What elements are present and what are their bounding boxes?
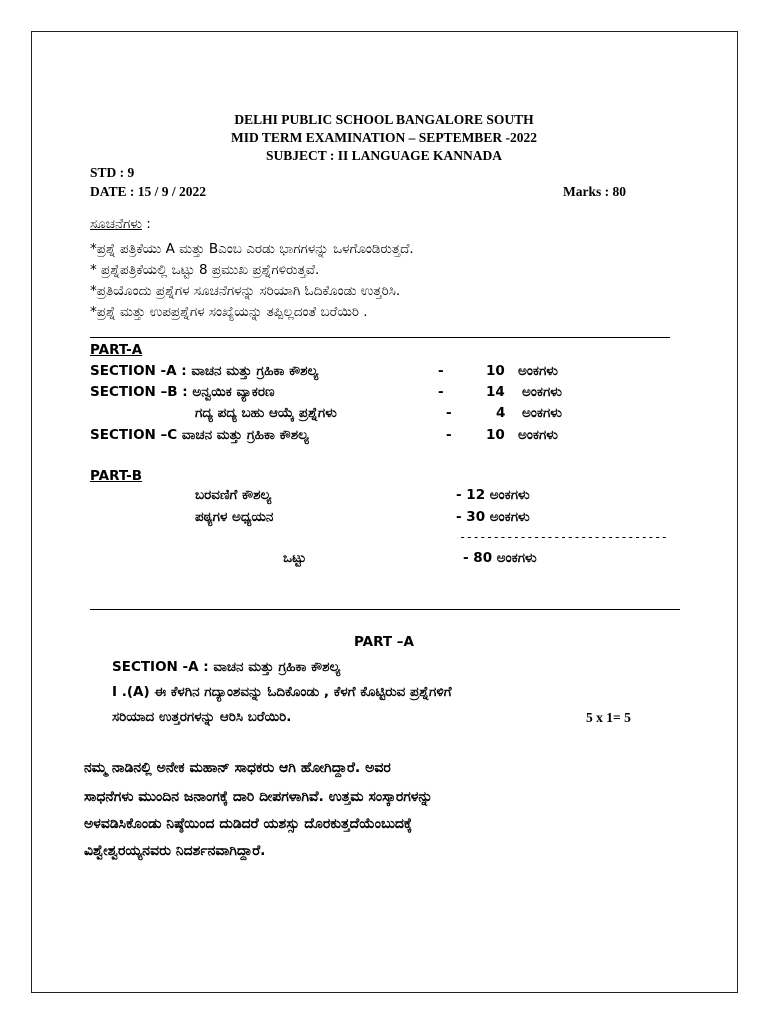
section-b-dash: - (438, 384, 444, 400)
instruction-line: * ಪ್ರಶ್ನೆಪತ್ರಿಕೆಯಲ್ಲಿ ಒಟ್ಟು 8 ಪ್ರಮುಖ ಪ್ರಶ್ನೆಗಳಿರುತ್ತವೆ. (90, 262, 320, 278)
section-a-dash: - (438, 363, 444, 379)
writing-skill-label: ಬರವಣಿಗೆ ಕೌಶಲ್ಯ (195, 487, 272, 503)
divider (90, 337, 670, 338)
instructions-title: ಸೂಚನೆಗಳು (90, 216, 142, 232)
instructions-title-suffix: : (141, 216, 151, 232)
date-label: DATE : 15 / 9 / 2022 (90, 184, 207, 199)
instruction-line: *ಪ್ರಶ್ನೆ ಪತ್ರಿಕೆಯು A ಮತ್ತು Bಎಂಬ ಎರಡು ಭಾಗಗಳನ್ನು ಒಳಗೊಂಡಿರುತ್ತದೆ. (90, 241, 414, 257)
section-c-unit: ಅಂಕಗಳು (518, 427, 558, 443)
part-b-summary-title: PART-B (90, 468, 143, 484)
section-b-label: SECTION –B : ಅನ್ವಯಿಕ ವ್ಯಾಕರಣ (90, 384, 275, 400)
text-study-marks: - 30 ಅಂಕಗಳು (456, 509, 530, 525)
mcq-marks: 4 (496, 405, 506, 421)
section-a-heading: SECTION -A : ವಾಚನ ಮತ್ತು ಗ್ರಹಿಕಾ ಕೌಶಲ್ಯ (112, 659, 341, 675)
text-study-label: ಪಠ್ಯಗಳ ಅಧ್ಯಯನ (195, 509, 274, 525)
mcq-dash: - (446, 405, 452, 421)
marks-label: Marks : 80 (563, 184, 626, 199)
section-a-label: SECTION -A : ವಾಚನ ಮತ್ತು ಗ್ರಹಿಕಾ ಕೌಶಲ್ಯ (90, 363, 319, 379)
passage-line: ಸಾಧನೆಗಳು ಮುಂದಿನ ಜನಾಂಗಕ್ಕೆ ದಾರಿ ದೀಪಗಳಾಗಿವೆ. ಉತ್ತಮ ಸಂಸ್ಕಾರಗಳನ್ನು (84, 789, 433, 805)
subject-title: SUBJECT : II LANGUAGE KANNADA (265, 148, 503, 163)
instructions-heading (90, 216, 151, 232)
section-a-marks: 10 (486, 363, 505, 379)
question-1a-line2: ಸರಿಯಾದ ಉತ್ತರಗಳನ್ನು ಆರಿಸಿ ಬರೆಯಿರಿ. (112, 709, 292, 725)
section-b-marks: 14 (486, 384, 505, 400)
instruction-line: *ಪ್ರಶ್ನೆ ಮತ್ತು ಉಪಪ್ರಶ್ನೆಗಳ ಸಂಖ್ಯೆಯನ್ನು ತಪ್ಪಿಲ್ಲದಂತೆ ಬರೆಯಿರಿ . (90, 304, 368, 320)
section-c-dash: - (446, 427, 452, 443)
part-a-summary-title: PART-A (90, 342, 143, 358)
instruction-line: *ಪ್ರತಿಯೊಂದು ಪ್ರಶ್ನೆಗಳ ಸೂಚನೆಗಳನ್ನು ಸರಿಯಾಗಿ ಓದಿಕೊಂಡು ಉತ್ತರಿಸಿ. (90, 283, 401, 299)
section-b-unit: ಅಂಕಗಳು (522, 384, 562, 400)
passage-line: ವಿಶ್ವೇಶ್ವರಯ್ಯನವರು ನಿದರ್ಶನವಾಗಿದ್ದಾರೆ. (84, 843, 266, 859)
total-label: ಒಟ್ಟು (283, 550, 307, 566)
mcq-label: ಗದ್ಯ ಪದ್ಯ ಬಹು ಆಯ್ಕೆ ಪ್ರಶ್ನೆಗಳು (195, 405, 337, 421)
divider (90, 609, 680, 610)
mcq-unit: ಅಂಕಗಳು (522, 405, 562, 421)
school-name: DELHI PUBLIC SCHOOL BANGALORE SOUTH (234, 112, 534, 127)
std-label: STD : 9 (90, 165, 135, 180)
total-marks: - 80 ಅಂಕಗಳು (463, 550, 537, 566)
section-c-marks: 10 (486, 427, 505, 443)
section-c-label: SECTION –C ವಾಚನ ಮತ್ತು ಗ್ರಹಿಕಾ ಕೌಶಲ್ಯ (90, 427, 309, 443)
passage-line: ನಮ್ಮ ನಾಡಿನಲ್ಲಿ ಅನೇಕ ಮಹಾನ್ ಸಾಧಕರು ಆಗಿ ಹೋಗಿದ್ದಾರೆ. ಅವರ (84, 760, 391, 776)
writing-skill-marks: - 12 ಅಂಕಗಳು (456, 487, 530, 503)
exam-title: MID TERM EXAMINATION – SEPTEMBER -2022 (231, 130, 537, 145)
total-dash-line: ------------------------------- (459, 530, 668, 544)
part-a-title: PART –A (354, 634, 414, 650)
section-a-unit: ಅಂಕಗಳು (518, 363, 558, 379)
question-1a-marks: 5 x 1= 5 (586, 710, 631, 725)
question-1a-line1: I .(A) ಈ ಕೆಳಗಿನ ಗದ್ಯಾಂಶವನ್ನು ಓದಿಕೊಂಡು , ಕೆಳಗೆ ಕೊಟ್ಟಿರುವ ಪ್ರಶ್ನೆಗಳಿಗೆ (112, 684, 452, 700)
passage-line: ಅಳವಡಿಸಿಕೊಂಡು ನಿಷ್ಠೆಯಿಂದ ದುಡಿದರೆ ಯಶಸ್ಸು ದೊರಕುತ್ತದೆಯೆಂಬುದಕ್ಕೆ (84, 816, 413, 832)
